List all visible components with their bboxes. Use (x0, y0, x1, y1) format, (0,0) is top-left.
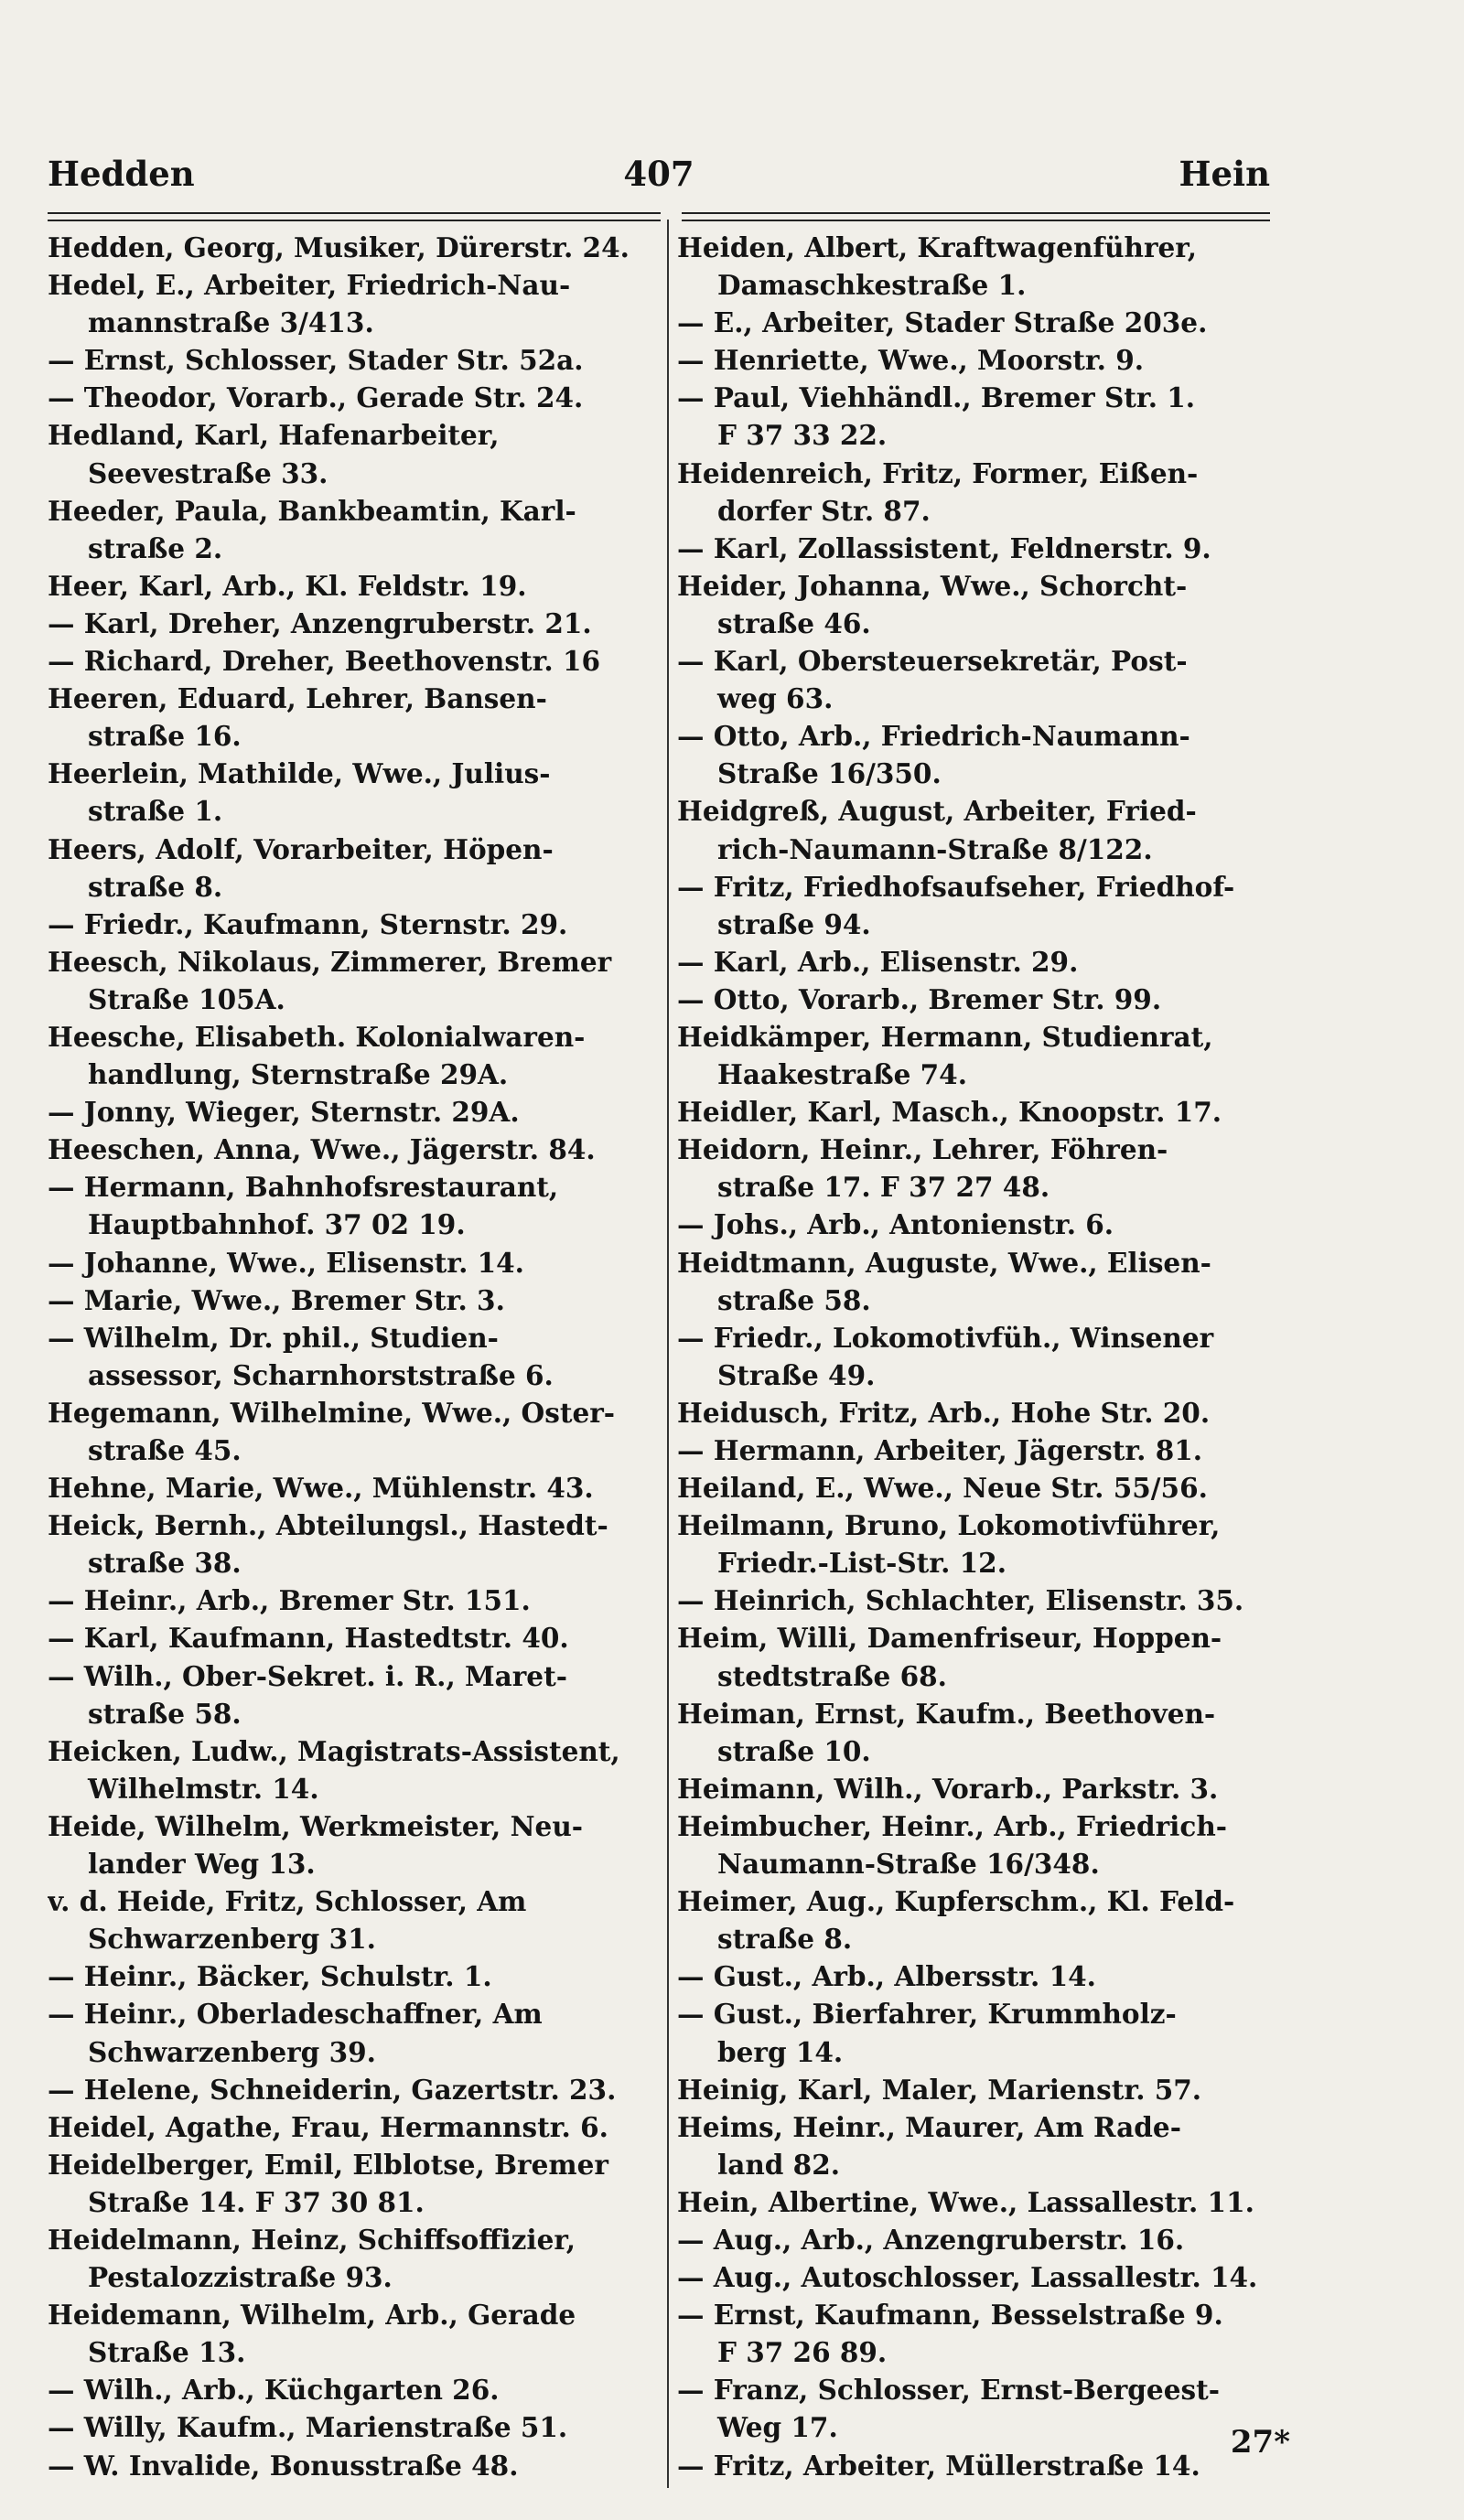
column-divider (667, 220, 669, 2488)
directory-entry (677, 1619, 1270, 1694)
entry-continuation-line: Damaschkestraße 1. (717, 269, 1027, 302)
entry-continuation-line: lander Weg 13. (88, 1848, 316, 1881)
entry-continuation-line: straße 8. (88, 870, 223, 903)
directory-entry (48, 642, 656, 680)
entry-line: v. d. Heide, Fritz, Schlosser, Am (48, 1885, 527, 1918)
entry-line: — Hermann, Arbeiter, Jägerstr. 81. (677, 1434, 1203, 1466)
entry-continuation-line: Straße 105A. (88, 982, 285, 1015)
directory-entry (48, 1732, 656, 1807)
directory-entry (48, 2447, 656, 2484)
entry-line: — Johs., Arb., Antonienstr. 6. (677, 1208, 1114, 1241)
directory-entry (677, 530, 1270, 567)
entry-line: Heidkämper, Hermann, Studienrat, (677, 1020, 1213, 1053)
directory-entry (48, 755, 656, 830)
header-rule-left (48, 212, 661, 221)
entry-line: — Karl, Kaufmann, Hastedtstr. 40. (48, 1622, 569, 1655)
entry-line: Heidelmann, Heinz, Schiffsoffizier, (48, 2223, 576, 2256)
entry-continuation-line: weg 63. (717, 682, 834, 715)
directory-entry (677, 1093, 1270, 1131)
entry-continuation-line: Weg 17. (717, 2411, 838, 2444)
entry-line: — Wilh., Arb., Küchgarten 26. (48, 2374, 500, 2407)
entry-continuation-line: straße 16. (88, 720, 242, 753)
entry-continuation-line: straße 45. (88, 1434, 242, 1466)
entry-line: — Otto, Arb., Friedrich-Naumann- (677, 720, 1190, 753)
entry-continuation-line: straße 38. (88, 1547, 242, 1580)
entry-line: Heimann, Wilh., Vorarb., Parkstr. 3. (677, 1772, 1219, 1805)
entry-line: Heidelberger, Emil, Elblotse, Bremer (48, 2148, 608, 2181)
entry-continuation-line: Seevestraße 33. (88, 456, 328, 489)
entry-line: — Gust., Arb., Albersstr. 14. (677, 1960, 1096, 1993)
entry-line: Hedden, Georg, Musiker, Dürerstr. 24. (48, 231, 630, 263)
entry-continuation-line: Pestalozzistraße 93. (88, 2261, 393, 2294)
entry-continuation-line: straße 94. (717, 907, 871, 940)
directory-entry (48, 2071, 656, 2108)
entry-line: — Karl, Zollassistent, Feldnerstr. 9. (677, 531, 1211, 564)
directory-entry (48, 605, 656, 642)
directory-entry (677, 642, 1270, 717)
entry-continuation-line: straße 17. F 37 27 48. (717, 1171, 1050, 1204)
directory-entry (677, 1244, 1270, 1319)
directory-entry (677, 1394, 1270, 1432)
directory-entry (48, 2108, 656, 2146)
directory-entry (677, 567, 1270, 642)
entry-line: Heeren, Eduard, Lehrer, Bansen- (48, 682, 547, 715)
entry-continuation-line: Straße 16/350. (717, 757, 942, 790)
directory-entry (677, 379, 1270, 454)
page-number: 407 (623, 154, 694, 194)
directory-entry (677, 2108, 1270, 2183)
signature-mark: 27* (1230, 2424, 1290, 2461)
entry-line: — Gust., Bierfahrer, Krummholz- (677, 1998, 1177, 2031)
directory-entry (48, 266, 656, 341)
directory-entry (48, 1281, 656, 1319)
directory-entry (677, 2371, 1270, 2446)
entry-continuation-line: Straße 13. (88, 2336, 246, 2369)
entry-line: Hedel, E., Arbeiter, Friedrich-Nau- (48, 269, 571, 302)
entry-line: Heeschen, Anna, Wwe., Jägerstr. 84. (48, 1133, 596, 1166)
directory-entry (677, 1995, 1270, 2070)
directory-entry (677, 943, 1270, 981)
entry-line: Heesche, Elisabeth. Kolonialwaren- (48, 1020, 586, 1053)
entry-continuation-line: berg 14. (717, 2035, 844, 2068)
entry-line: — Friedr., Lokomotivfüh., Winsener (677, 1321, 1214, 1354)
directory-entry (48, 1319, 656, 1394)
directory-entry (48, 341, 656, 379)
entry-line: Heicken, Ludw., Magistrats-Assistent, (48, 1734, 620, 1767)
directory-entry (677, 2071, 1270, 2108)
entry-line: Hehne, Marie, Wwe., Mühlenstr. 43. (48, 1472, 594, 1505)
running-header (48, 154, 1270, 205)
entry-line: — Heinr., Bäcker, Schulstr. 1. (48, 1960, 492, 1993)
directory-entry (677, 981, 1270, 1018)
entry-line: — Paul, Viehhändl., Bremer Str. 1. (677, 381, 1196, 414)
directory-entry (677, 455, 1270, 530)
entry-line: — Theodor, Vorarb., Gerade Str. 24. (48, 381, 584, 414)
directory-entry (677, 1882, 1270, 1957)
left-column (48, 229, 656, 2484)
entry-line: Heidusch, Fritz, Arb., Hohe Str. 20. (677, 1396, 1211, 1429)
header-right-keyword: Hein (1179, 154, 1270, 194)
entry-line: — Wilhelm, Dr. phil., Studien- (48, 1321, 499, 1354)
entry-continuation-line: F 37 33 22. (717, 419, 888, 452)
directory-entry (48, 1957, 656, 1995)
directory-entry (677, 1507, 1270, 1582)
directory-entry (48, 567, 656, 605)
entry-line: — Aug., Arb., Anzengruberstr. 16. (677, 2223, 1185, 2256)
directory-entry (677, 2183, 1270, 2221)
directory-entry (677, 2296, 1270, 2371)
entry-line: Heidtmann, Auguste, Wwe., Elisen- (677, 1246, 1211, 1279)
directory-entry (677, 229, 1270, 304)
entry-continuation-line: Wilhelmstr. 14. (88, 1772, 319, 1805)
directory-entry (48, 1882, 656, 1957)
directory-entry (48, 2371, 656, 2408)
directory-entry (677, 1695, 1270, 1770)
right-column (677, 229, 1270, 2484)
directory-entry (677, 792, 1270, 867)
entry-line: — Richard, Dreher, Beethovenstr. 16 (48, 645, 601, 678)
entry-line: Heidenreich, Fritz, Former, Eißen- (677, 456, 1199, 489)
entry-line: Heilmann, Bruno, Lokomotivführer, (677, 1509, 1221, 1542)
entry-line: — Karl, Dreher, Anzengruberstr. 21. (48, 606, 592, 639)
directory-entry (677, 2221, 1270, 2258)
directory-entry (677, 1018, 1270, 1093)
entry-line: Heider, Johanna, Wwe., Schorcht- (677, 569, 1188, 602)
directory-entry (48, 1657, 656, 1732)
entry-line: Hegemann, Wilhelmine, Wwe., Oster- (48, 1396, 616, 1429)
entry-continuation-line: straße 58. (88, 1697, 242, 1730)
directory-entry (48, 2296, 656, 2371)
entry-line: Hein, Albertine, Wwe., Lassallestr. 11. (677, 2185, 1254, 2218)
entry-line: — Karl, Obersteuersekretär, Post- (677, 645, 1188, 678)
directory-entry (48, 379, 656, 416)
directory-entry (677, 1319, 1270, 1394)
directory-entry (677, 1206, 1270, 1243)
entry-line: Heidgreß, August, Arbeiter, Fried- (677, 795, 1197, 828)
entry-line: Heidler, Karl, Masch., Knoopstr. 17. (677, 1096, 1222, 1129)
directory-entry (677, 2258, 1270, 2296)
directory-entry (677, 1770, 1270, 1807)
entry-line: Heiman, Ernst, Kaufm., Beethoven- (677, 1697, 1216, 1730)
entry-continuation-line: straße 2. (88, 531, 223, 564)
directory-entry (677, 868, 1270, 943)
directory-entry (677, 341, 1270, 379)
entry-line: — Heinrich, Schlachter, Elisenstr. 35. (677, 1584, 1244, 1617)
entry-continuation-line: Naumann-Straße 16/348. (717, 1848, 1100, 1881)
directory-entry (677, 1469, 1270, 1507)
entry-line: — Otto, Vorarb., Bremer Str. 99. (677, 982, 1162, 1015)
directory-entry (48, 1244, 656, 1281)
directory-entry (677, 2447, 1270, 2484)
entry-continuation-line: F 37 26 89. (717, 2336, 888, 2369)
directory-entry (677, 1807, 1270, 1882)
directory-entry (48, 1619, 656, 1657)
entry-line: — Wilh., Ober-Sekret. i. R., Maret- (48, 1659, 567, 1692)
entry-continuation-line: straße 58. (717, 1283, 871, 1316)
entry-line: — Fritz, Arbeiter, Müllerstraße 14. (677, 2449, 1200, 2482)
entry-line: — Franz, Schlosser, Ernst-Bergeest- (677, 2374, 1220, 2407)
entry-line: — Aug., Autoschlosser, Lassallestr. 14. (677, 2261, 1258, 2294)
entry-line: Heidorn, Heinr., Lehrer, Föhren- (677, 1133, 1168, 1166)
directory-entry (677, 1582, 1270, 1619)
entry-line: Hedland, Karl, Hafenarbeiter, (48, 419, 500, 452)
directory-entry (48, 831, 656, 906)
entry-line: — Heinr., Oberladeschaffner, Am (48, 1998, 543, 2031)
directory-entry (677, 1131, 1270, 1206)
entry-line: Heer, Karl, Arb., Kl. Feldstr. 19. (48, 569, 527, 602)
directory-entry (48, 1807, 656, 1882)
entry-continuation-line: straße 46. (717, 606, 871, 639)
entry-continuation-line: Haakestraße 74. (717, 1058, 967, 1091)
entry-line: Heiland, E., Wwe., Neue Str. 55/56. (677, 1472, 1208, 1505)
entry-continuation-line: dorfer Str. 87. (717, 494, 931, 527)
directory-entry (48, 1018, 656, 1093)
entry-continuation-line: Friedr.-List-Str. 12. (717, 1547, 1006, 1580)
entry-continuation-line: handlung, Sternstraße 29A. (88, 1058, 509, 1091)
header-rule-right (682, 212, 1270, 221)
entry-line: Heimbucher, Heinr., Arb., Friedrich- (677, 1809, 1228, 1842)
directory-entry (48, 1168, 656, 1243)
entry-line: Heesch, Nikolaus, Zimmerer, Bremer (48, 945, 612, 978)
directory-entry (48, 1131, 656, 1168)
entry-continuation-line: straße 1. (88, 795, 223, 828)
entry-line: Heick, Bernh., Abteilungsl., Hastedt- (48, 1509, 608, 1542)
entry-line: — Heinr., Arb., Bremer Str. 151. (48, 1584, 531, 1617)
entry-continuation-line: Hauptbahnhof. 37 02 19. (88, 1208, 466, 1241)
entry-line: — Fritz, Friedhofsaufseher, Friedhof- (677, 870, 1235, 903)
directory-entry (48, 1469, 656, 1507)
entry-line: — Hermann, Bahnhofsrestaurant, (48, 1171, 559, 1204)
entry-line: Heinig, Karl, Maler, Marienstr. 57. (677, 2073, 1202, 2106)
entry-line: — Ernst, Kaufmann, Besselstraße 9. (677, 2299, 1223, 2332)
directory-entry (48, 1093, 656, 1131)
entry-continuation-line: assessor, Scharnhorststraße 6. (88, 1358, 554, 1391)
entry-line: Heide, Wilhelm, Werkmeister, Neu- (48, 1809, 584, 1842)
directory-entry (48, 2221, 656, 2296)
directory-entry (677, 304, 1270, 341)
entry-continuation-line: Schwarzenberg 39. (88, 2035, 376, 2068)
entry-line: — E., Arbeiter, Stader Straße 203e. (677, 306, 1208, 339)
entry-line: — Willy, Kaufm., Marienstraße 51. (48, 2411, 568, 2444)
directory-entry (48, 1582, 656, 1619)
entry-line: — Jonny, Wieger, Sternstr. 29A. (48, 1096, 520, 1129)
entry-line: Heidel, Agathe, Frau, Hermannstr. 6. (48, 2110, 608, 2143)
entry-line: Heeder, Paula, Bankbeamtin, Karl- (48, 494, 576, 527)
entry-continuation-line: rich-Naumann-Straße 8/122. (717, 832, 1153, 865)
entry-continuation-line: land 82. (717, 2148, 840, 2181)
entry-line: Heim, Willi, Damenfriseur, Hoppen- (677, 1622, 1222, 1655)
directory-entry (48, 229, 656, 266)
entry-line: — W. Invalide, Bonusstraße 48. (48, 2449, 519, 2482)
entry-continuation-line: mannstraße 3/413. (88, 306, 374, 339)
directory-entry (48, 1394, 656, 1469)
entry-continuation-line: straße 8. (717, 1923, 853, 1956)
directory-entry (48, 906, 656, 943)
directory-entry (677, 717, 1270, 792)
entry-line: — Marie, Wwe., Bremer Str. 3. (48, 1283, 505, 1316)
entry-continuation-line: Schwarzenberg 31. (88, 1923, 376, 1956)
entry-line: Heimer, Aug., Kupferschm., Kl. Feld- (677, 1885, 1235, 1918)
entry-line: Heiden, Albert, Kraftwagenführer, (677, 231, 1197, 263)
directory-entry (48, 1995, 656, 2070)
entry-line: — Henriette, Wwe., Moorstr. 9. (677, 344, 1144, 377)
directory-entry (677, 1432, 1270, 1469)
entry-continuation-line: Straße 49. (717, 1358, 876, 1391)
directory-entry (48, 680, 656, 755)
entry-line: — Helene, Schneiderin, Gazertstr. 23. (48, 2073, 617, 2106)
directory-entry (48, 416, 656, 491)
entry-line: — Ernst, Schlosser, Stader Str. 52a. (48, 344, 584, 377)
directory-entry (48, 492, 656, 567)
entry-line: Heerlein, Mathilde, Wwe., Julius- (48, 757, 551, 790)
directory-entry (677, 1957, 1270, 1995)
header-left-keyword: Hedden (48, 154, 195, 194)
entry-continuation-line: stedtstraße 68. (717, 1659, 947, 1692)
entry-line: — Johanne, Wwe., Elisenstr. 14. (48, 1246, 524, 1279)
entry-line: Heers, Adolf, Vorarbeiter, Höpen- (48, 832, 554, 865)
directory-entry (48, 2146, 656, 2221)
directory-entry (48, 1507, 656, 1582)
entry-line: — Friedr., Kaufmann, Sternstr. 29. (48, 907, 568, 940)
entry-continuation-line: straße 10. (717, 1734, 871, 1767)
entry-continuation-line: Straße 14. F 37 30 81. (88, 2185, 425, 2218)
entry-line: Heidemann, Wilhelm, Arb., Gerade (48, 2299, 576, 2332)
directory-entry (48, 2408, 656, 2446)
entry-line: Heims, Heinr., Maurer, Am Rade- (677, 2110, 1181, 2143)
entry-line: — Karl, Arb., Elisenstr. 29. (677, 945, 1079, 978)
directory-entry (48, 943, 656, 1018)
